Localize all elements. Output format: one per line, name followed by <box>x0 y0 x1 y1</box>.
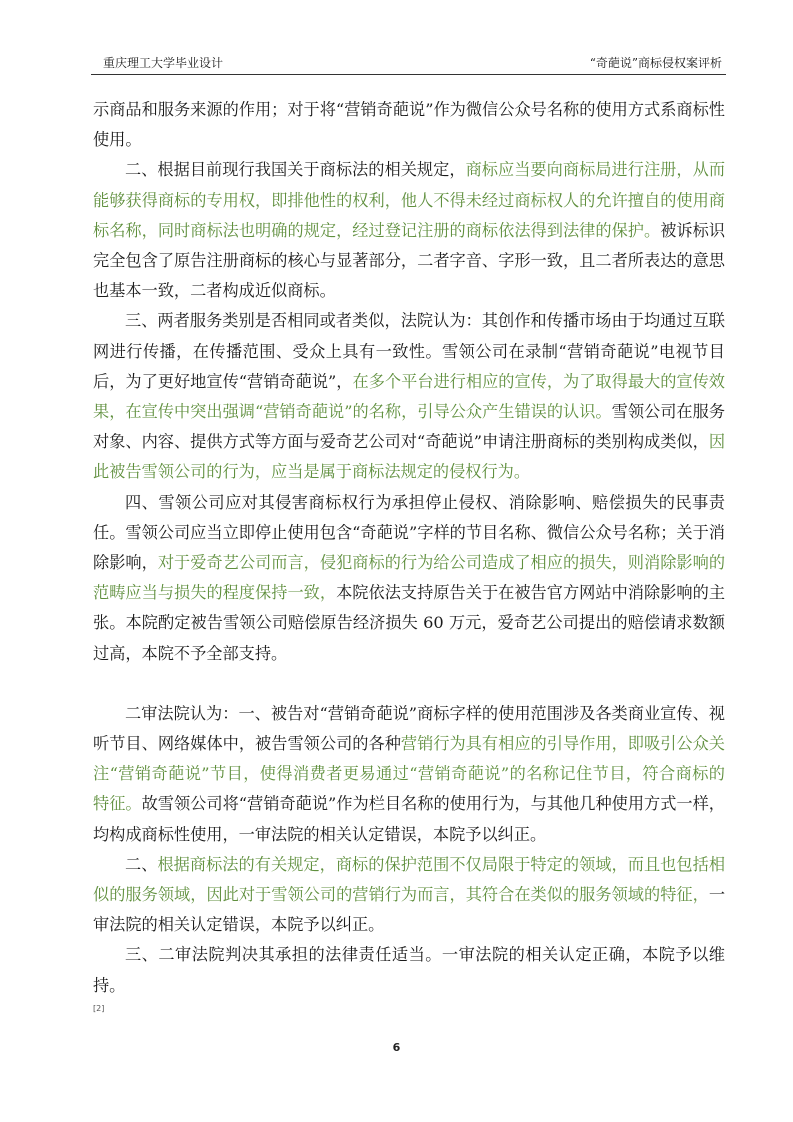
page-header <box>91 55 726 74</box>
body-text: 示商品和服务来源的作用；对于将“营销奇葩说”作为微信公众号名称的使用方式系商标性使用。 <box>93 100 725 150</box>
paragraph <box>93 699 725 850</box>
header-thesis-title: “奇葩说”商标侵权案评析 <box>589 56 722 70</box>
body-text: 一审法院的相关认定错误，本院予以纠正。 <box>93 885 725 935</box>
body-text: 故雪领公司将“营销奇葩说”作为栏目名称的使用行为，与其他几种使用方式一样，均构成商标性使用，一审法院的相关认定错误，本院予以纠正。 <box>93 794 725 844</box>
paragraph <box>93 306 725 487</box>
paragraph <box>93 95 725 155</box>
paragraph <box>93 850 725 941</box>
highlighted-text: 对于爱奇艺公司而言，侵犯商标的行为给公司造成了相应的损失，则消除影响的范畴应当与损失的程度保持一致， <box>93 553 726 603</box>
paragraph <box>93 155 725 306</box>
highlighted-text: 营销行为具有相应的引导作用，即吸引公众关注“营销奇葩说”节目，使得消费者更易通过“营销奇葩说”的名称记住节目，符合商标的特征。 <box>93 734 725 814</box>
body-text: 二、根据目前现行我国关于商标法的相关规定， <box>125 160 466 180</box>
highlighted-text: 根据商标法的有关规定，商标的保护范围不仅局限于特定的领域，而且也包括相似的服务领域，因此对于雪领公司的营销行为而言，其符合在类似的服务领域的特征， <box>93 854 726 905</box>
body-text: 本院依法支持原告关于在被告官方网站中消除影响的主张。本院酌定被告雪领公司赔偿原告经济损失 60 万元，爱奇艺公司提出的赔偿请求数额过高，本院不予全部支持。 <box>93 583 726 663</box>
body-text: 二审法院认为：一、被告对“营销奇葩说”商标字样的使用范围涉及各类商业宣传、视听节目、网络媒体中，被告雪领公司的各种 <box>93 703 725 754</box>
page-number: 6 <box>392 1041 401 1054</box>
highlighted-text: 在多个平台进行相应的宣传，为了取得最大的宣传效果，在宣传中突出强调“营销奇葩说”的名称，引导公众产生错误的认识。 <box>93 371 725 422</box>
body-text: 被诉标识完全包含了原告注册商标的核心与显著部分，二者字音、字形一致，且二者所表达的意思也基本一致，二者构成近似商标。 <box>93 220 726 301</box>
body-text: 三、二审法院判决其承担的法律责任适当。一审法院的相关认定正确，本院予以维持。 <box>93 945 725 995</box>
body-text: 三、两者服务类别是否相同或者类似，法院认为：其创作和传播市场由于均通过互联网进行传播，在传播范围、受众上具有一致性。雪领公司在录制“营销奇葩说”电视节目后，为了更好地宣传“营销奇葩说”， <box>93 311 725 391</box>
highlighted-text: 因此被告雪领公司的行为，应当是属于商标法规定的侵权行为。 <box>93 432 725 482</box>
highlighted-text: 商标应当要向商标局进行注册，从而能够获得商标的专用权，即排他性的权利，他人不得未经过商标权人的允许擅自的使用商标名称，同时商标法也明确的规定，经过登记注册的商标依法得到法律的保护。 <box>93 160 726 240</box>
body-text: 雪领公司在服务对象、内容、提供方式等方面与爱奇艺公司对“奇葩说”申请注册商标的类别构成类似， <box>93 402 726 452</box>
document-body <box>93 95 725 1014</box>
header-university-title: 重庆理工大学毕业设计 <box>103 56 224 70</box>
body-text: 二、 <box>125 854 158 874</box>
paragraph-spacer <box>93 669 725 699</box>
citation-reference: [2] <box>93 1003 105 1013</box>
paragraph <box>93 488 725 669</box>
body-text: 四、雪领公司应对其侵害商标权行为承担停止侵权、消除影响、赔偿损失的民事责任。雪领公司应当立即停止使用包含“奇葩说”字样的节目名称、微信公众号名称；关于消除影响， <box>93 492 725 573</box>
header-divider <box>91 74 726 75</box>
paragraph <box>93 940 725 1000</box>
